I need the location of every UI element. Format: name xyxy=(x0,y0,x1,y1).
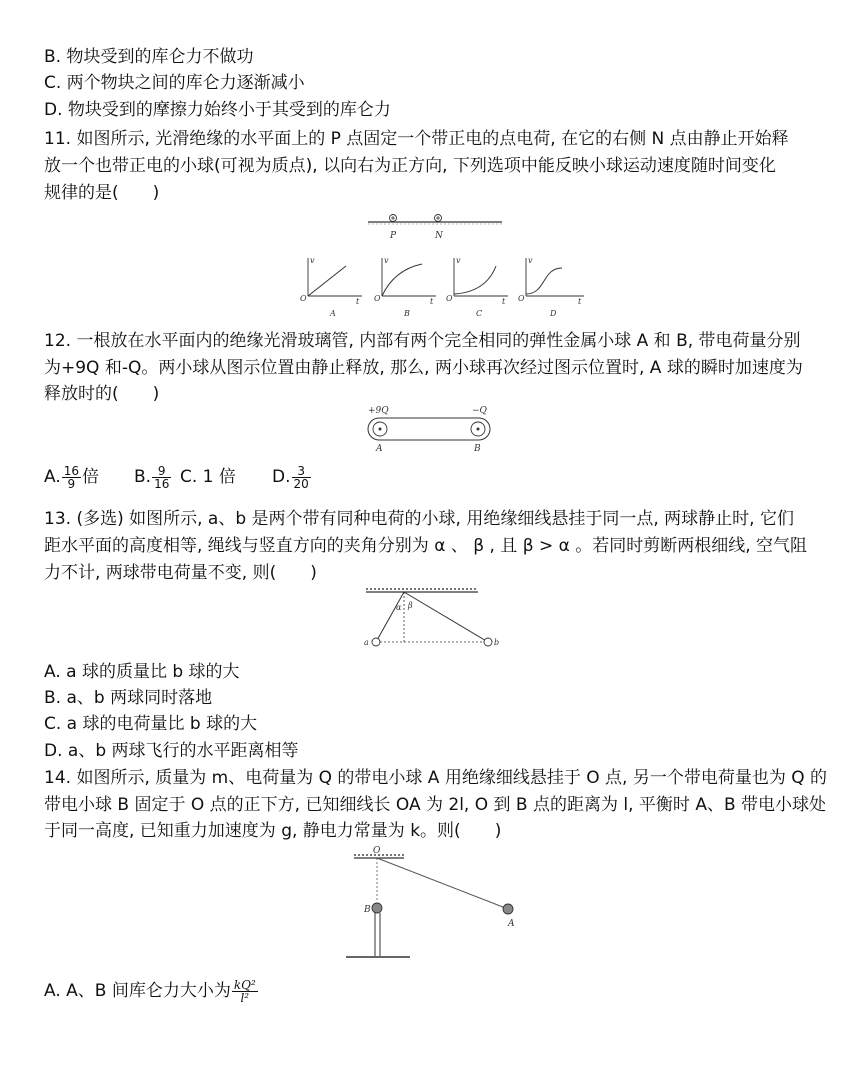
ball-b-label: b xyxy=(494,638,500,647)
figure-q14 xyxy=(340,842,540,962)
svg-text:t: t xyxy=(578,297,582,306)
question-13-line-3: 力不计, 两球带电荷量不变, 则( ) xyxy=(44,563,317,583)
question-12-line-1: 12. 一根放在水平面内的绝缘光滑玻璃管, 内部有两个完全相同的弹性金属小球 A 和 B, 带电荷量分别 xyxy=(44,331,801,351)
option-b-text: B. 物块受到的库仑力不做功 xyxy=(44,47,254,67)
svg-text:v: v xyxy=(310,256,315,265)
question-13-line-2: 距水平面的高度相等, 绳线与竖直方向的夹角分别为 α 、 β , 且 β > α 。若同时剪断两根细线, 空气阻 xyxy=(44,536,808,556)
label-p: P xyxy=(390,231,397,241)
panel-c-label: C xyxy=(476,309,483,318)
angle-alpha: α xyxy=(396,603,402,612)
panel-a-label: A xyxy=(330,309,336,318)
q13-option-d: D. a、b 两球飞行的水平距离相等 xyxy=(44,741,299,761)
q12-option-a: A. $\frac{16}{9}$ 倍 xyxy=(44,463,100,491)
ball-b-label: B xyxy=(474,444,481,454)
question-12-line-3: 释放时的( ) xyxy=(44,384,160,404)
panel-d-label: D xyxy=(550,309,557,318)
svg-text:O: O xyxy=(518,294,525,303)
q12-option-b: B. $\frac{9}{16}$ xyxy=(134,463,170,491)
question-14-line-1: 14. 如图所示, 质量为 m、电荷量为 Q 的带电小球 A 用绝缘细线悬挂于 O 点, 另一个带电荷量也为 Q 的 xyxy=(44,768,828,788)
svg-text:t: t xyxy=(502,297,506,306)
q12-option-c: C. 1 倍 xyxy=(180,467,236,487)
figure-q13 xyxy=(360,586,500,650)
q13-option-a: A. a 球的质量比 b 球的大 xyxy=(44,662,240,682)
label-n: N xyxy=(435,231,443,241)
q13-option-c: C. a 球的电荷量比 b 球的大 xyxy=(44,714,258,734)
question-11-line-2: 放一个也带正电的小球(可视为质点), 以向右为正方向, 下列选项中能反映小球运动速度随时间变化 xyxy=(44,156,776,176)
ball-b-label: B xyxy=(364,905,371,915)
svg-text:t: t xyxy=(430,297,434,306)
question-14-line-3: 于同一高度, 已知重力加速度为 g, 静电力常量为 k。则( ) xyxy=(44,821,502,841)
svg-text:t: t xyxy=(356,297,360,306)
graph-panel-d xyxy=(518,256,584,318)
panel-b-label: B xyxy=(404,309,410,318)
q13-option-b: B. a、b 两球同时落地 xyxy=(44,688,213,708)
figure-q11 xyxy=(290,208,600,318)
svg-text:v: v xyxy=(456,256,461,265)
question-14-line-2: 带电小球 B 固定于 O 点的正下方, 已知细线长 OA 为 2l, O 到 B 点的距离为 l, 平衡时 A、B 带电小球处 xyxy=(44,795,827,815)
question-12-line-2: 为+9Q 和-Q。两小球从图示位置由静止释放, 那么, 两小球再次经过图示位置时, A 球的瞬时加速度为 xyxy=(44,358,803,378)
figure-q12 xyxy=(360,404,500,454)
option-d-text: D. 物块受到的摩擦力始终小于其受到的库仑力 xyxy=(44,100,391,120)
ball-a-label: a xyxy=(364,638,369,647)
option-c-text: C. 两个物块之间的库仑力逐渐减小 xyxy=(44,73,305,93)
charge-right: −Q xyxy=(472,406,487,416)
svg-text:v: v xyxy=(384,256,389,265)
question-11-line-1: 11. 如图所示, 光滑绝缘的水平面上的 P 点固定一个带正电的点电荷, 在它的右侧 N 点由静止开始释 xyxy=(44,129,789,149)
charge-left: +9Q xyxy=(368,406,389,416)
angle-beta: β xyxy=(408,601,413,610)
svg-text:O: O xyxy=(300,294,307,303)
ball-a-label: A xyxy=(508,919,515,929)
ball-a-label: A xyxy=(376,444,383,454)
q14-option-a: A. A、B 间库仑力大小为 $\frac{\text{kQ²}}{\text{l²}}$ xyxy=(44,977,256,1005)
question-13-line-1: 13. (多选) 如图所示, a、b 是两个带有同种电荷的小球, 用绝缘细线悬挂于同一点, 两球静止时, 它们 xyxy=(44,509,794,529)
q12-option-d: D. $\frac{3}{20}$ xyxy=(272,463,309,491)
graph-panel-a xyxy=(300,256,362,318)
graph-panel-c xyxy=(446,256,508,318)
question-11-line-3: 规律的是( ) xyxy=(44,183,160,203)
svg-text:v: v xyxy=(528,256,533,265)
svg-text:O: O xyxy=(446,294,453,303)
svg-text:O: O xyxy=(374,294,381,303)
point-o-label: O xyxy=(373,846,381,856)
graph-panel-b xyxy=(374,256,436,318)
